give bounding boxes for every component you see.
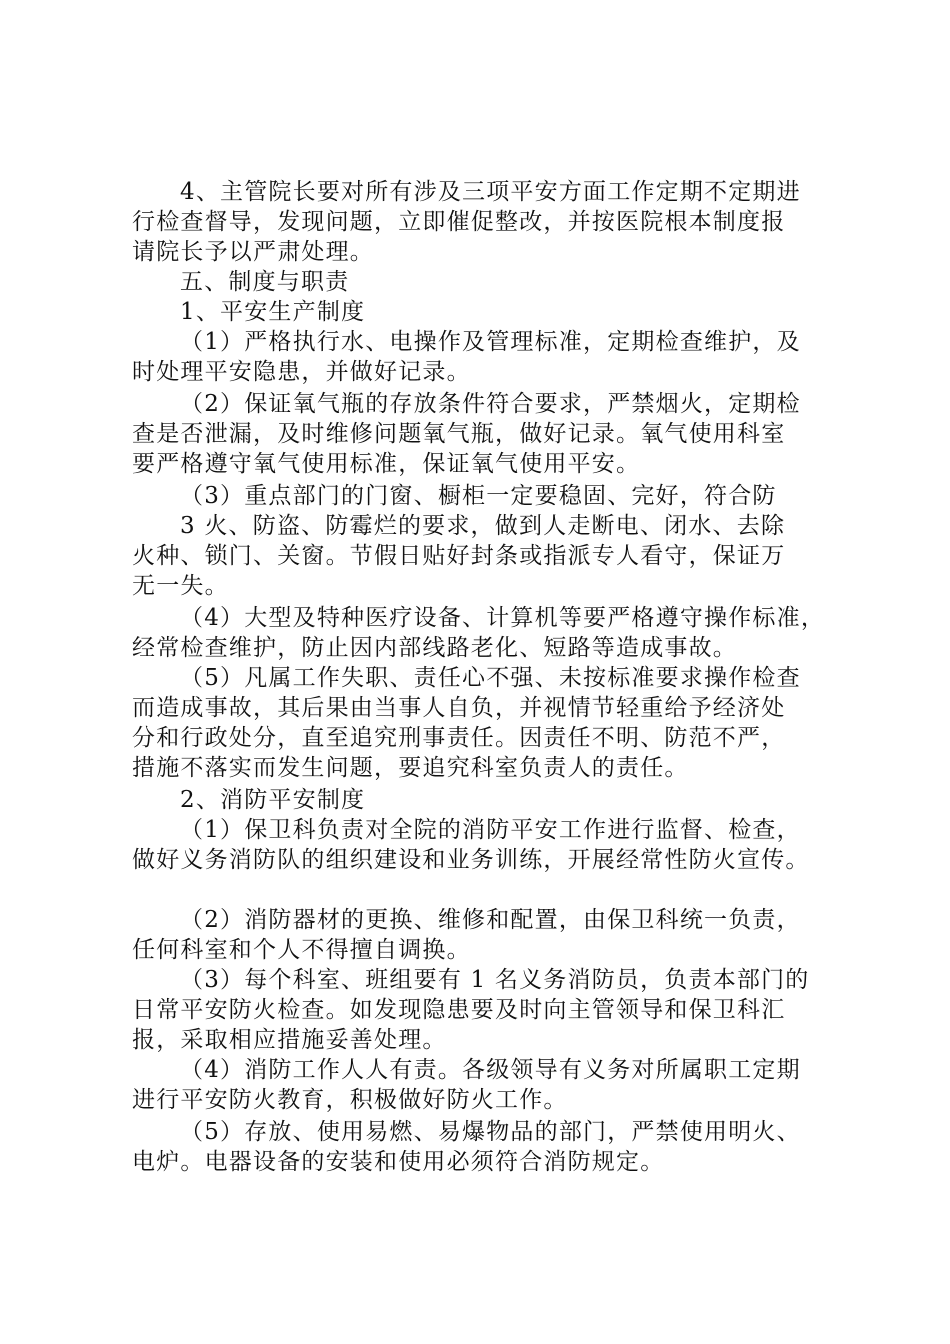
text-line: （3）每个科室、班组要有 1 名义务消防员，负责本部门的 — [180, 967, 810, 993]
text-line: 做好义务消防队的组织建设和业务训练，开展经常性防火宣传。 — [132, 847, 810, 873]
text-line: （3）重点部门的门窗、橱柜一定要稳固、完好，符合防 — [180, 483, 777, 509]
text-line: 无一失。 — [132, 573, 229, 599]
text-line: （4）大型及特种医疗设备、计算机等要严格遵守操作标准， — [180, 605, 826, 631]
text-line: （2）消防器材的更换、维修和配置，由保卫科统一负责， — [180, 907, 801, 933]
text-line: （4）消防工作人人有责。各级领导有义务对所属职工定期 — [180, 1057, 801, 1083]
text-line: 请院长予以严肃处理。 — [132, 239, 374, 265]
section-heading: 五、制度与职责 — [180, 269, 350, 295]
text-line: （1）保卫科负责对全院的消防平安工作进行监督、检查， — [180, 817, 801, 843]
text-line: 而造成事故，其后果由当事人自负，并视情节轻重给予经济处 — [132, 695, 786, 721]
text-line: 行检查督导，发现问题，立即催促整改，并按医院根本制度报 — [132, 209, 786, 235]
text-line: 要严格遵守氧气使用标准，保证氧气使用平安。 — [132, 451, 641, 477]
text-line: （5）凡属工作失职、责任心不强、未按标准要求操作检查 — [180, 665, 801, 691]
text-line: 经常检查维护，防止因内部线路老化、短路等造成事故。 — [132, 635, 737, 661]
text-line: 3 火、防盗、防霉烂的要求，做到人走断电、闭水、去除 — [180, 513, 786, 539]
text-line: （5）存放、使用易燃、易爆物品的部门，严禁使用明火、 — [180, 1119, 801, 1145]
text-line: 报，采取相应措施妥善处理。 — [132, 1027, 447, 1053]
text-line: 电炉。电器设备的安装和使用必须符合消防规定。 — [132, 1149, 665, 1175]
text-line: 任何科室和个人不得擅自调换。 — [132, 937, 471, 963]
text-line: 4、主管院长要对所有涉及三项平安方面工作定期不定期进 — [180, 179, 801, 205]
subsection-heading: 1、平安生产制度 — [180, 299, 366, 325]
text-line: 火种、锁门、关窗。节假日贴好封条或指派专人看守，保证万 — [132, 543, 786, 569]
text-line: 查是否泄漏，及时维修问题氧气瓶，做好记录。氧气使用科室 — [132, 421, 786, 447]
text-line: 进行平安防火教育，积极做好防火工作。 — [132, 1087, 568, 1113]
text-line: 日常平安防火检查。如发现隐患要及时向主管领导和保卫科汇 — [132, 997, 786, 1023]
text-line: （2）保证氧气瓶的存放条件符合要求，严禁烟火，定期检 — [180, 391, 801, 417]
text-line: 分和行政处分，直至追究刑事责任。因责任不明、防范不严， — [132, 725, 786, 751]
subsection-heading: 2、消防平安制度 — [180, 787, 366, 813]
text-line: 措施不落实而发生问题，要追究科室负责人的责任。 — [132, 755, 689, 781]
text-line: （1）严格执行水、电操作及管理标准，定期检查维护，及 — [180, 329, 801, 355]
text-line: 时处理平安隐患，并做好记录。 — [132, 359, 471, 385]
